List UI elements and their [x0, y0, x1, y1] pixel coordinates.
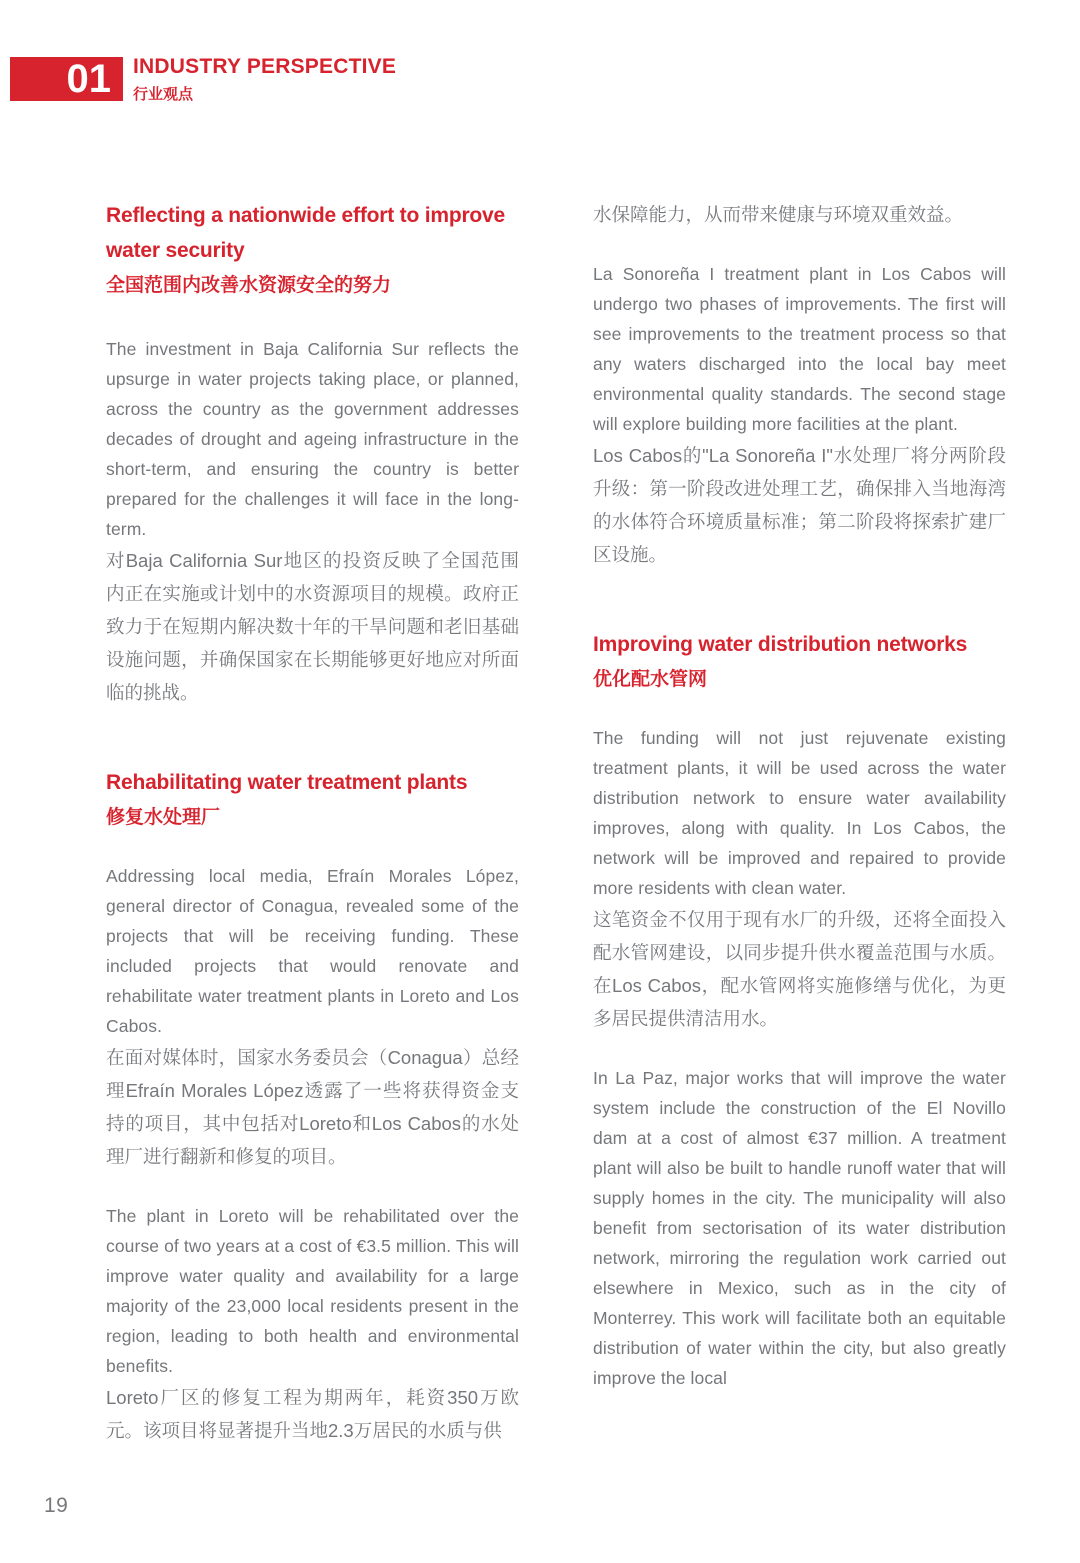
- chapter-badge: [10, 57, 123, 101]
- section1-para-en: The investment in Baja California Sur reflects the upsurge in water projects taking place, or planned, across the country as the government addresses decades of drought and ageing infrastructure in the short-term, and ensuring the country is better prepared for the challenges it will face in the long-term.: [106, 339, 519, 539]
- section1-heading: [106, 198, 519, 301]
- left-column: [106, 198, 519, 1447]
- section2-paragraphs-1: [106, 861, 519, 1173]
- section3-para1-zh: 这笔资金不仅用于现有水厂的升级，还将全面投入配水管网建设，以同步提升供水覆盖范围与水质。在Los Cabos，配水管网将实施修缮与优化，为更多居民提供清洁用水。: [593, 909, 1006, 1029]
- section2-para2-en: The plant in Loreto will be rehabilitated over the course of two years at a cost of €3.5 million. This will improve water quality and availability for a large majority of the 23,000 local residents present in the region, leading to both health and environmental benefits.: [106, 1206, 519, 1376]
- section1-paragraphs: [106, 334, 519, 709]
- section2-paragraphs-2: [106, 1201, 519, 1447]
- section3-heading-zh: 优化配水管网: [593, 669, 708, 690]
- right-column: [593, 198, 1006, 1393]
- chapter-number: 01: [66, 57, 111, 101]
- section2-heading-en: Rehabilitating water treatment plants: [106, 771, 468, 794]
- section2-para2-zh: Loreto厂区的修复工程为期两年，耗资350万欧元。该项目将显著提升当地2.3万居民的水质与供: [106, 1387, 519, 1441]
- section3-paragraphs-1: [593, 723, 1006, 1035]
- page-number: 19: [44, 1494, 69, 1517]
- section3-heading-en: Improving water distribution networks: [593, 633, 968, 656]
- sonorena-paragraphs: [593, 259, 1006, 571]
- section1-heading-en: Reflecting a nationwide effort to improve water security: [106, 204, 506, 262]
- section3-para2-en: In La Paz, major works that will improve the water system include the construction of the El Novillo dam at a cost of almost €37 million. A treatment plant will also be built to handle runoff water that will supply homes in the city. The municipality will also benefit from sectorisation of its water distribution network, mirroring the regulation work carried out elsewhere in Mexico, such as in the city of Monterrey. This work will facilitate both an equitable distribution of water within the city, but also greatly improve the local: [593, 1068, 1006, 1388]
- section2-heading: [106, 765, 519, 833]
- section3-para1-en: The funding will not just rejuvenate existing treatment plants, it will be used across the water distribution network to ensure water availability improves, along with quality. In Los Cabos, the network will be improved and repaired to provide more residents with clean water.: [593, 728, 1006, 898]
- section2-heading-zh: 修复水处理厂: [106, 807, 221, 828]
- sonorena-para-zh: Los Cabos的"La Sonoreña I"水处理厂将分两阶段升级：第一阶段改进处理工艺，确保排入当地海湾的水体符合环境质量标准；第二阶段将探索扩建厂区设施。: [593, 445, 1006, 565]
- section3-paragraphs-2: [593, 1063, 1006, 1393]
- section2-para1-en: Addressing local media, Efraín Morales López, general director of Conagua, revealed some of the projects that will be receiving funding. These included projects that would renovate and rehabilitate water treatment plants in Loreto and Los Cabos.: [106, 866, 519, 1036]
- section3-heading: [593, 627, 1006, 695]
- continuation-para-zh: 水保障能力，从而带来健康与环境双重效益。: [593, 204, 964, 225]
- section1-heading-zh: 全国范围内改善水资源安全的努力: [106, 275, 392, 296]
- section1-para-zh: 对Baja California Sur地区的投资反映了全国范围内正在实施或计划中的水资源项目的规模。政府正致力于在短期内解决数十年的干旱问题和老旧基础设施问题，并确保国家在长期能够更好地应对所面临的挑战。: [106, 550, 519, 703]
- section-title-zh: 行业观点: [133, 86, 194, 103]
- sonorena-para-en: La Sonoreña I treatment plant in Los Cabos will undergo two phases of improvements. The first will see improvements to the treatment process so that any waters discharged into the local bay meet environmental quality standards. The second stage will explore building more facilities at the plant.: [593, 264, 1006, 434]
- section-title-en: INDUSTRY PERSPECTIVE: [133, 55, 397, 78]
- section2-para1-zh: 在面对媒体时，国家水务委员会（Conagua）总经理Efraín Morales López透露了一些将获得资金支持的项目，其中包括对Loreto和Los Cabos的水处理厂进行翻新和修复的项目。: [106, 1047, 519, 1167]
